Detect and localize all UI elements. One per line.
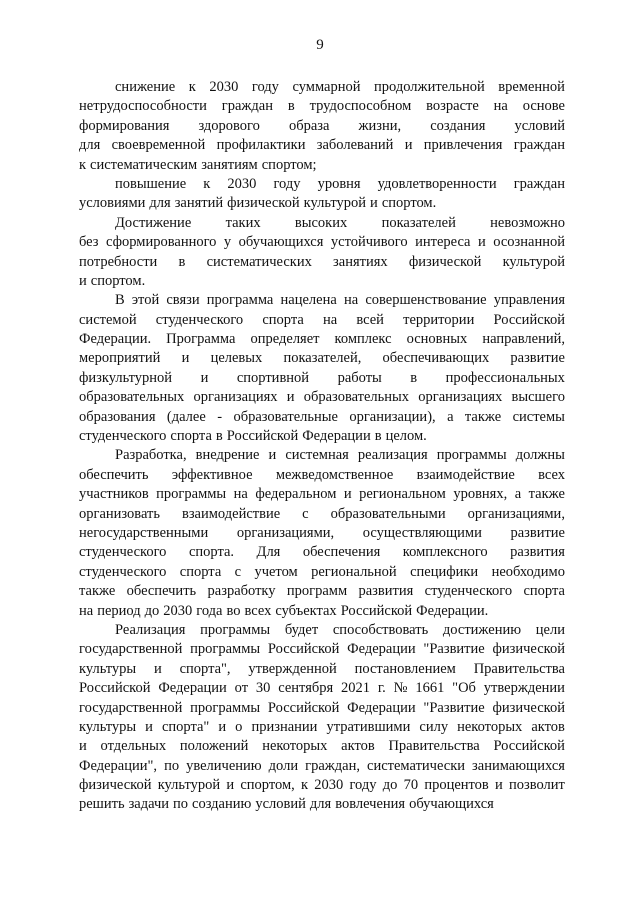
text-line: образования (далее - образовательные организации), а также системы bbox=[79, 408, 565, 425]
text-line: нетрудоспособности граждан в трудоспособном возрасте на основе bbox=[79, 98, 565, 115]
text-line: культуры и спорта" и о признании утратившими силу некоторых актов bbox=[79, 718, 565, 735]
text-line: государственной программы Российской Федерации "Развитие физической bbox=[79, 699, 565, 716]
text-line: В этой связи программа нацелена на совершенствование управления bbox=[115, 292, 565, 309]
text-line: Реализация программы будет способствовать достижению цели bbox=[115, 621, 565, 638]
text-line: условиями для занятий физической культурой и спортом. bbox=[79, 195, 437, 212]
text-line: решить задачи по созданию условий для вовлечения обучающихся bbox=[79, 796, 494, 813]
body-text bbox=[79, 78, 565, 815]
text-line: потребности в систематических занятиях физической культурой bbox=[79, 253, 565, 270]
text-line: Федерации", по увеличению доли граждан, систематически занимающихся bbox=[79, 757, 565, 774]
page-number: 9 bbox=[316, 37, 324, 53]
text-line: студенческого спорта. Для обеспечения комплексного развития bbox=[79, 544, 565, 561]
text-line: негосударственными организациями, осуществляющими развитие bbox=[79, 524, 565, 541]
paragraph bbox=[79, 175, 565, 214]
text-line: также обеспечить разработку программ развития студенческого спорта bbox=[79, 583, 565, 600]
text-line: государственной программы Российской Федерации "Развитие физической bbox=[79, 641, 565, 658]
text-line: Федерации. Программа определяет комплекс основных направлений, bbox=[79, 331, 565, 348]
text-line: Разработка, внедрение и системная реализация программы должны bbox=[115, 447, 565, 464]
text-line: и спортом. bbox=[79, 272, 146, 289]
text-line: организовать взаимодействие с образовательными организациями, bbox=[79, 505, 565, 522]
text-line: физической культурой и спортом, к 2030 году до 70 процентов и позволит bbox=[79, 777, 565, 794]
text-line: Достижение таких высоких показателей невозможно bbox=[115, 214, 565, 231]
text-line: студенческого спорта с учетом региональной специфики необходимо bbox=[79, 563, 565, 580]
text-line: повышение к 2030 году уровня удовлетворенности граждан bbox=[115, 175, 565, 192]
text-line: обеспечить эффективное межведомственное взаимодействие всех bbox=[79, 466, 565, 483]
paragraph bbox=[79, 78, 565, 175]
text-line: мероприятий и целевых показателей, обеспечивающих развитие bbox=[79, 350, 565, 367]
text-line: участников программы на федеральном и региональном уровнях, а также bbox=[79, 486, 565, 503]
text-line: физкультурной и спортивной работы в профессиональных bbox=[79, 369, 565, 386]
paragraph bbox=[79, 291, 565, 446]
text-line: и отдельных положений некоторых актов Правительства Российской bbox=[79, 738, 565, 755]
text-line: системой студенческого спорта на всей территории Российской bbox=[79, 311, 565, 328]
text-line: снижение к 2030 году суммарной продолжительной временной bbox=[115, 79, 565, 95]
text-line: культуры и спорта", утвержденной постановлением Правительства bbox=[79, 660, 565, 677]
text-line: Российской Федерации от 30 сентября 2021 г. № 1661 "Об утверждении bbox=[79, 680, 565, 697]
text-line: к систематическим занятиям спортом; bbox=[79, 156, 317, 173]
text-line: для своевременной профилактики заболеваний и привлечения граждан bbox=[79, 137, 565, 154]
text-line: на период до 2030 года во всех субъектах Российской Федерации. bbox=[79, 602, 489, 619]
text-line: формирования здорового образа жизни, создания условий bbox=[79, 117, 565, 134]
text-line: без сформированного у обучающихся устойчивого интереса и осознанной bbox=[79, 234, 565, 251]
text-line: образовательных организациях и образовательных организациях высшего bbox=[79, 389, 565, 406]
paragraph bbox=[79, 446, 565, 621]
paragraph bbox=[79, 621, 565, 815]
text-line: студенческого спорта в Российской Федерации в целом. bbox=[79, 428, 427, 445]
paragraph bbox=[79, 214, 565, 292]
